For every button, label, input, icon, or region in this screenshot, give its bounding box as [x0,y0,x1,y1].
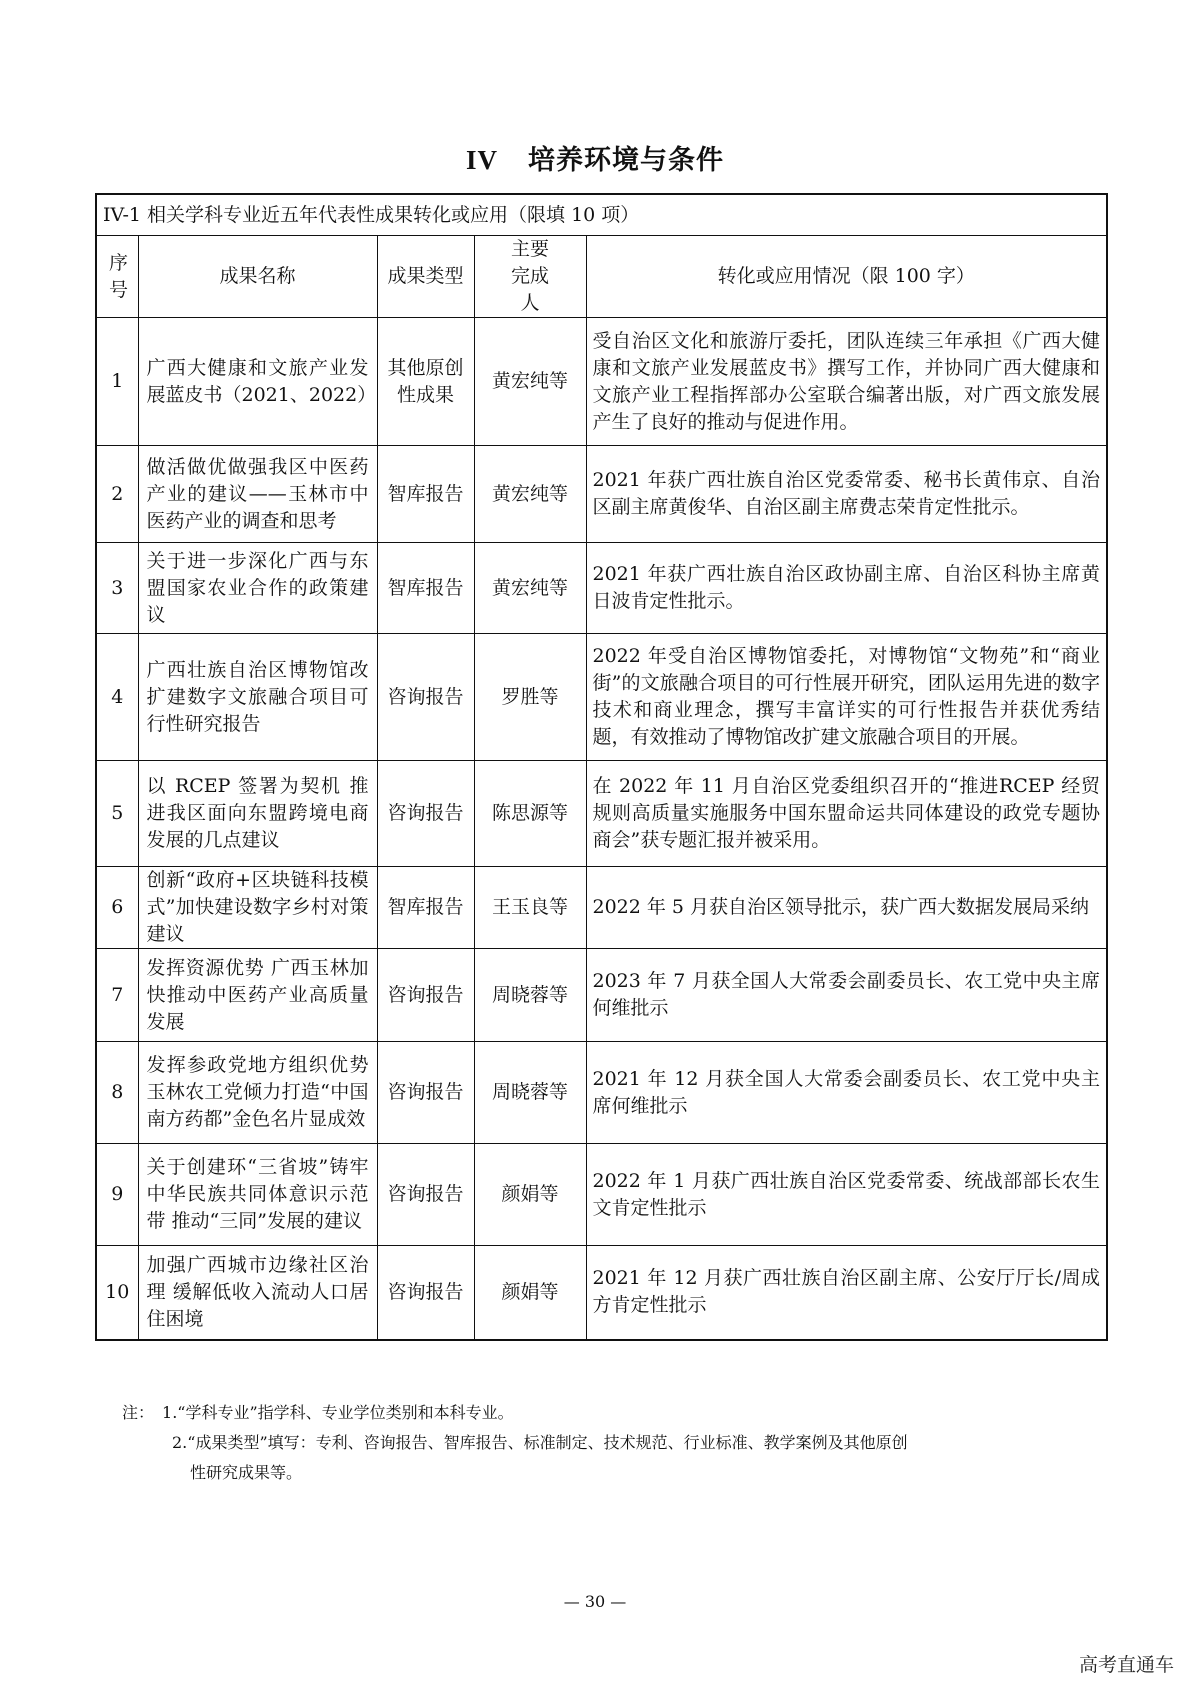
row-name: 关于创建环“三省坡”铸牢中华民族共同体意识示范带 推动“三同”发展的建议 [138,1144,377,1246]
row-desc: 受自治区文化和旅游厅委托，团队连续三年承担《广西大健康和文旅产业发展蓝皮书》撰写工作，并协同广西大健康和文旅产业工程指挥部办公室联合编著出版，对广西文旅发展产生了良好的推动与促进作用。 [586,318,1107,446]
row-type: 其他原创性成果 [377,318,474,446]
table-row [96,1144,1107,1246]
row-seq: 3 [96,543,138,634]
row-name: 创新“政府+区块链科技模式”加快建设数字乡村对策建议 [138,867,377,949]
table-caption-row [96,194,1107,236]
table-row [96,1042,1107,1144]
table-row [96,1246,1107,1340]
table-caption [96,194,1107,236]
row-person: 颜娟等 [474,1246,586,1340]
row-person: 周晓蓉等 [474,1042,586,1144]
row-desc: 2022 年受自治区博物馆委托，对博物馆“文物苑”和“商业街”的文旅融合项目的可行性展开研究，团队运用先进的数字技术和商业理念，撰写丰富详实的可行性报告并获优秀结题，有效推动了博物馆改扩建文旅融合项目的开展。 [586,634,1107,761]
row-type: 咨询报告 [377,761,474,867]
row-person: 周晓蓉等 [474,949,586,1042]
section-title-text: 培养环境与条件 [528,145,724,176]
note-2-cont: 性研究成果等。 [190,1463,303,1482]
table-row [96,543,1107,634]
table-caption-text: IV-1 相关学科专业近五年代表性成果转化或应用 [103,203,509,226]
row-desc: 2021 年 12 月获全国人大常委会副委员长、农工党中央主席何维批示 [586,1042,1107,1144]
row-seq: 1 [96,318,138,446]
row-desc: 2022 年 1 月获广西壮族自治区党委常委、统战部部长农生文肯定性批示 [586,1144,1107,1246]
header-name: 成果名称 [138,236,377,318]
header-seq [96,236,138,318]
header-type: 成果类型 [377,236,474,318]
header-seq-text: 序号 [109,251,129,301]
table-row [96,446,1107,543]
notes [122,1398,1022,1488]
row-person: 陈思源等 [474,761,586,867]
row-seq: 6 [96,867,138,949]
row-seq: 10 [96,1246,138,1340]
row-type: 咨询报告 [377,634,474,761]
header-person-text: 主要完成人 [510,238,549,314]
row-name: 发挥参政党地方组织优势玉林农工党倾力打造“中国南方药都”金色名片显成效 [138,1042,377,1144]
table-row [96,949,1107,1042]
row-type: 智库报告 [377,867,474,949]
table-row [96,318,1107,446]
table-row [96,761,1107,867]
table-header-row [96,236,1107,318]
row-person: 黄宏纯等 [474,446,586,543]
page-number: — 30 — [563,1592,627,1611]
row-name: 加强广西城市边缘社区治理 缓解低收入流动人口居住困境 [138,1246,377,1340]
table-caption-limit: （限填 10 项） [508,203,640,226]
watermark: 高考直通车 [1078,1654,1174,1676]
row-name: 广西壮族自治区博物馆改扩建数字文旅融合项目可行性研究报告 [138,634,377,761]
row-name: 广西大健康和文旅产业发展蓝皮书（2021、2022） [138,318,377,446]
row-desc: 2021 年获广西壮族自治区政协副主席、自治区科协主席黄日波肯定性批示。 [586,543,1107,634]
row-name: 做活做优做强我区中医药产业的建议——玉林市中医药产业的调查和思考 [138,446,377,543]
row-type: 咨询报告 [377,949,474,1042]
table-row [96,867,1107,949]
row-seq: 4 [96,634,138,761]
row-desc: 2021 年获广西壮族自治区党委常委、秘书长黄伟京、自治区副主席黄俊华、自治区副主席费志荣肯定性批示。 [586,446,1107,543]
row-seq: 9 [96,1144,138,1246]
header-desc: 转化或应用情况（限 100 字） [586,236,1107,318]
row-person: 黄宏纯等 [474,318,586,446]
table-row [96,634,1107,761]
row-person: 王玉良等 [474,867,586,949]
row-seq: 2 [96,446,138,543]
note-2: 2.“成果类型”填写：专利、咨询报告、智库报告、标准制定、技术规范、行业标准、教学案例及其他原创 [172,1433,908,1452]
row-seq: 7 [96,949,138,1042]
row-name: 关于进一步深化广西与东盟国家农业合作的政策建议 [138,543,377,634]
achievements-table [95,193,1108,1341]
note-1: 1.“学科专业”指学科、专业学位类别和本科专业。 [162,1403,514,1422]
row-desc: 2021 年 12 月获广西壮族自治区副主席、公安厅厅长/周成方肯定性批示 [586,1246,1107,1340]
row-desc: 2022 年 5 月获自治区领导批示，获广西大数据发展局采纳 [586,867,1107,949]
row-name: 以 RCEP 签署为契机 推进我区面向东盟跨境电商发展的几点建议 [138,761,377,867]
row-seq: 8 [96,1042,138,1144]
row-type: 咨询报告 [377,1246,474,1340]
notes-label: 注： [122,1403,155,1422]
row-type: 智库报告 [377,543,474,634]
row-person: 罗胜等 [474,634,586,761]
row-seq: 5 [96,761,138,867]
section-title [0,138,1190,177]
row-type: 咨询报告 [377,1144,474,1246]
section-number: IV [465,145,498,175]
row-person: 黄宏纯等 [474,543,586,634]
row-type: 智库报告 [377,446,474,543]
row-name: 发挥资源优势 广西玉林加快推动中医药产业高质量发展 [138,949,377,1042]
row-person: 颜娟等 [474,1144,586,1246]
row-desc: 2023 年 7 月获全国人大常委会副委员长、农工党中央主席何维批示 [586,949,1107,1042]
row-type: 咨询报告 [377,1042,474,1144]
row-desc: 在 2022 年 11 月自治区党委组织召开的“推进RCEP 经贸规则高质量实施服务中国东盟命运共同体建设的政党专题协商会”获专题汇报并被采用。 [586,761,1107,867]
header-person [474,236,586,318]
